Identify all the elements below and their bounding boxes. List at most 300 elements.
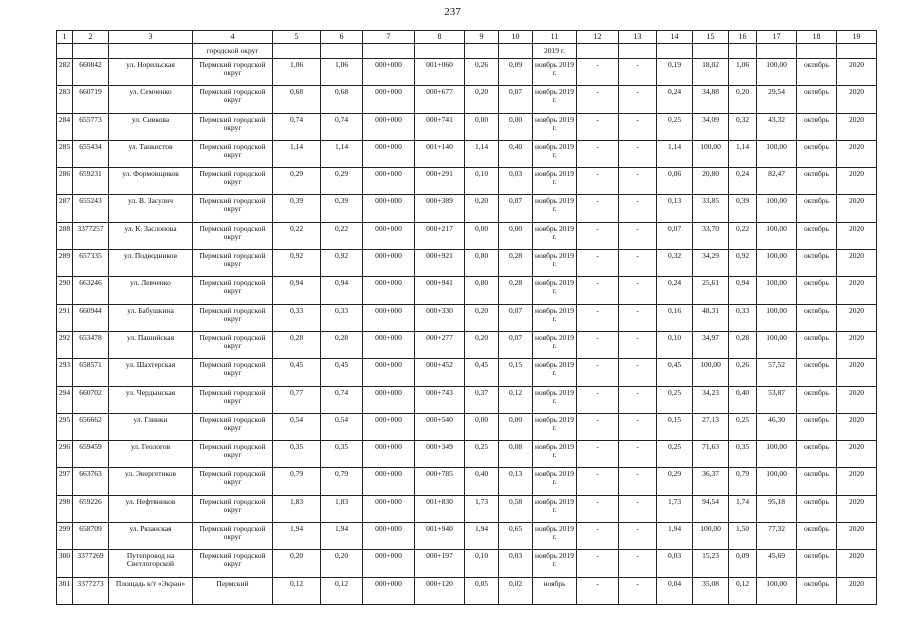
table-cell: 000+000 bbox=[363, 468, 415, 495]
table-cell: 77,32 bbox=[757, 523, 797, 550]
table-cell: 71,63 bbox=[693, 441, 729, 468]
table-cell: ноябрь 2019 г. bbox=[533, 495, 577, 522]
table-cell: 000+197 bbox=[415, 550, 465, 577]
table-cell: 000+540 bbox=[415, 413, 465, 440]
table-cell: 0,12 bbox=[499, 386, 533, 413]
table-cell: ноябрь 2019 г. bbox=[533, 359, 577, 386]
table-cell: 29,54 bbox=[757, 86, 797, 113]
table-cell: 656662 bbox=[73, 413, 109, 440]
table-cell: 658709 bbox=[73, 523, 109, 550]
table-cell: 2020 bbox=[837, 386, 877, 413]
table-cell: 3377269 bbox=[73, 550, 109, 577]
table-cell: 000+000 bbox=[363, 59, 415, 86]
table-cell: 657335 bbox=[73, 250, 109, 277]
table-cell: октябрь bbox=[797, 577, 837, 604]
table-cell: 0,25 bbox=[465, 441, 499, 468]
table-cell: 000+000 bbox=[363, 304, 415, 331]
table-cell: ул. Пашийская bbox=[109, 331, 193, 358]
table-cell: 0,15 bbox=[657, 413, 693, 440]
table-cell: 0,28 bbox=[729, 331, 757, 358]
table-cell: - bbox=[577, 222, 619, 249]
table-cell: 0,20 bbox=[729, 86, 757, 113]
table-cell: ул. Сивкова bbox=[109, 113, 193, 140]
table-cell: - bbox=[619, 59, 657, 86]
table-cell: - bbox=[577, 577, 619, 604]
table-cell: 57,52 bbox=[757, 359, 797, 386]
table-cell: 0,00 bbox=[465, 222, 499, 249]
table-cell: 0,22 bbox=[729, 222, 757, 249]
table-cell: 0,12 bbox=[321, 577, 363, 604]
table-cell: 0,35 bbox=[729, 441, 757, 468]
table-cell: 0,26 bbox=[729, 359, 757, 386]
table-cell: 1,14 bbox=[657, 140, 693, 167]
table-cell: 000+452 bbox=[415, 359, 465, 386]
table-cell: 000+000 bbox=[363, 359, 415, 386]
table-cell: 0,22 bbox=[321, 222, 363, 249]
table-cell: 34,29 bbox=[693, 250, 729, 277]
table-cell: 000+677 bbox=[415, 86, 465, 113]
table-cell: Пермский городской округ bbox=[193, 468, 273, 495]
table-cell bbox=[499, 44, 533, 59]
table-cell: 000+349 bbox=[415, 441, 465, 468]
table-row bbox=[57, 468, 877, 495]
table-cell: 2020 bbox=[837, 304, 877, 331]
table-cell: 1,73 bbox=[465, 495, 499, 522]
table-cell: - bbox=[577, 86, 619, 113]
table-cell: 000+000 bbox=[363, 195, 415, 222]
table-cell: ул. Глинки bbox=[109, 413, 193, 440]
table-cell: 653478 bbox=[73, 331, 109, 358]
table-row bbox=[57, 304, 877, 331]
table-cell: - bbox=[619, 113, 657, 140]
table-cell: 0,04 bbox=[657, 577, 693, 604]
table-cell: 298 bbox=[57, 495, 73, 522]
table-cell: 0,29 bbox=[657, 468, 693, 495]
table-cell: 2020 bbox=[837, 195, 877, 222]
table-cell: 34,88 bbox=[693, 86, 729, 113]
table-cell: ноябрь 2019 г. bbox=[533, 550, 577, 577]
table-cell: 658571 bbox=[73, 359, 109, 386]
table-row bbox=[57, 577, 877, 604]
table-cell: 0,40 bbox=[729, 386, 757, 413]
table-cell: октябрь bbox=[797, 468, 837, 495]
table-cell: - bbox=[619, 359, 657, 386]
table-cell: 2020 bbox=[837, 359, 877, 386]
table-cell: Пермский городской округ bbox=[193, 277, 273, 304]
table-cell: 0,28 bbox=[499, 277, 533, 304]
page-number: 237 bbox=[444, 6, 461, 18]
table-row bbox=[57, 277, 877, 304]
table-cell: 292 bbox=[57, 331, 73, 358]
table-cell: ул. Геологов bbox=[109, 441, 193, 468]
table-cell: ноябрь 2019 г. bbox=[533, 195, 577, 222]
table-cell: - bbox=[619, 250, 657, 277]
table-cell: октябрь bbox=[797, 386, 837, 413]
column-number: 16 bbox=[729, 31, 757, 44]
table-cell bbox=[415, 44, 465, 59]
table-cell: - bbox=[577, 59, 619, 86]
table-cell: 0,10 bbox=[465, 550, 499, 577]
table-cell: Пермский bbox=[193, 577, 273, 604]
table-cell: ул. Танкистов bbox=[109, 140, 193, 167]
table-cell: 0,22 bbox=[273, 222, 321, 249]
table-cell: ноябрь 2019 г. bbox=[533, 222, 577, 249]
table-cell: 46,30 bbox=[757, 413, 797, 440]
table-cell: 0,68 bbox=[321, 86, 363, 113]
table-cell: Пермский городской округ bbox=[193, 386, 273, 413]
table-cell: 0,35 bbox=[273, 441, 321, 468]
table-cell: 0,74 bbox=[273, 113, 321, 140]
table-cell: 0,94 bbox=[729, 277, 757, 304]
table-cell: ноябрь 2019 г. bbox=[533, 304, 577, 331]
table-cell: ул. Нефтяников bbox=[109, 495, 193, 522]
table-cell: 95,18 bbox=[757, 495, 797, 522]
table-cell: Площадь к/т «Экран» bbox=[109, 577, 193, 604]
table-cell: 299 bbox=[57, 523, 73, 550]
table-cell: 33,70 bbox=[693, 222, 729, 249]
table-cell: 1,14 bbox=[321, 140, 363, 167]
table-cell bbox=[619, 44, 657, 59]
table-cell: 1,83 bbox=[321, 495, 363, 522]
table-cell: 660842 bbox=[73, 59, 109, 86]
table-cell: ул. Энергетиков bbox=[109, 468, 193, 495]
table-cell: Пермский городской округ bbox=[193, 523, 273, 550]
column-number: 3 bbox=[109, 31, 193, 44]
table-cell: 2020 bbox=[837, 523, 877, 550]
column-number: 13 bbox=[619, 31, 657, 44]
table-cell: 0,00 bbox=[499, 113, 533, 140]
table-cell: - bbox=[619, 523, 657, 550]
table-cell: 663763 bbox=[73, 468, 109, 495]
table-cell: октябрь bbox=[797, 222, 837, 249]
table-cell: 000+120 bbox=[415, 577, 465, 604]
table-row bbox=[57, 359, 877, 386]
table-cell: 0,54 bbox=[321, 413, 363, 440]
table-cell: - bbox=[577, 304, 619, 331]
table-cell: октябрь bbox=[797, 523, 837, 550]
table-cell: 0,94 bbox=[273, 277, 321, 304]
table-cell: 18,02 bbox=[693, 59, 729, 86]
table-row bbox=[57, 250, 877, 277]
table-cell: 0,45 bbox=[273, 359, 321, 386]
table-cell: октябрь bbox=[797, 140, 837, 167]
table-cell: 0,20 bbox=[465, 195, 499, 222]
table-cell: ул. В. Засулич bbox=[109, 195, 193, 222]
table-cell: 659231 bbox=[73, 168, 109, 195]
table-cell: - bbox=[577, 113, 619, 140]
table-cell: 100,00 bbox=[757, 468, 797, 495]
table-cell: ноябрь 2019 г. bbox=[533, 168, 577, 195]
table-cell: 0,39 bbox=[321, 195, 363, 222]
table-cell: 34,97 bbox=[693, 331, 729, 358]
table-cell: 0,33 bbox=[729, 304, 757, 331]
table-cell: ул. Чердынская bbox=[109, 386, 193, 413]
table-cell: 0,00 bbox=[465, 413, 499, 440]
table-cell: Пермский городской округ bbox=[193, 250, 273, 277]
column-number: 8 bbox=[415, 31, 465, 44]
table-cell: 0,26 bbox=[465, 59, 499, 86]
table-cell: 0,74 bbox=[321, 113, 363, 140]
table-cell bbox=[273, 44, 321, 59]
table-cell: 000+000 bbox=[363, 331, 415, 358]
table-cell: ноябрь 2019 г. bbox=[533, 468, 577, 495]
table-cell: 0,00 bbox=[499, 222, 533, 249]
table-cell: 0,80 bbox=[465, 277, 499, 304]
table-cell: 000+743 bbox=[415, 386, 465, 413]
table-cell: 000+000 bbox=[363, 277, 415, 304]
table-cell: 43,32 bbox=[757, 113, 797, 140]
column-number: 19 bbox=[837, 31, 877, 44]
table-cell: 000+000 bbox=[363, 495, 415, 522]
table-row bbox=[57, 523, 877, 550]
table-cell: - bbox=[619, 331, 657, 358]
table-cell: 0,80 bbox=[465, 250, 499, 277]
table-cell: 000+000 bbox=[363, 140, 415, 167]
table-cell: 45,69 bbox=[757, 550, 797, 577]
table-cell: - bbox=[577, 523, 619, 550]
table-cell: ноябрь 2019 г. bbox=[533, 113, 577, 140]
table-cell: ул. К. Заслонова bbox=[109, 222, 193, 249]
table-row bbox=[57, 495, 877, 522]
table-cell: 663246 bbox=[73, 277, 109, 304]
table-cell: 000+291 bbox=[415, 168, 465, 195]
table-cell: Пермский городской округ bbox=[193, 495, 273, 522]
table-cell bbox=[73, 44, 109, 59]
table-cell: 0,54 bbox=[273, 413, 321, 440]
table-row bbox=[57, 441, 877, 468]
table-cell: 001+830 bbox=[415, 495, 465, 522]
table-cell: 000+000 bbox=[363, 86, 415, 113]
table-cell: 2020 bbox=[837, 550, 877, 577]
table-cell: - bbox=[619, 413, 657, 440]
table-cell: - bbox=[577, 168, 619, 195]
table-cell: 2020 bbox=[837, 59, 877, 86]
table-cell: 0,39 bbox=[273, 195, 321, 222]
table-cell: 0,03 bbox=[499, 168, 533, 195]
table-cell: 94,54 bbox=[693, 495, 729, 522]
table-row bbox=[57, 550, 877, 577]
table-cell: 0,03 bbox=[657, 550, 693, 577]
table-cell: 2020 bbox=[837, 331, 877, 358]
table-cell: 27,13 bbox=[693, 413, 729, 440]
table-cell: 2020 bbox=[837, 250, 877, 277]
table-cell: 0,32 bbox=[729, 113, 757, 140]
column-number: 10 bbox=[499, 31, 533, 44]
table-cell: ул. Рязанская bbox=[109, 523, 193, 550]
table-cell: 293 bbox=[57, 359, 73, 386]
table-cell: ул. Подводников bbox=[109, 250, 193, 277]
table-cell: - bbox=[619, 277, 657, 304]
table-cell: 100,00 bbox=[757, 195, 797, 222]
table-cell: - bbox=[619, 495, 657, 522]
table-row bbox=[57, 386, 877, 413]
table-cell: 000+000 bbox=[363, 577, 415, 604]
table-cell: 0,20 bbox=[465, 331, 499, 358]
table-cell: ноябрь 2019 г. bbox=[533, 250, 577, 277]
table-cell: 0,07 bbox=[499, 331, 533, 358]
table-cell: 0,16 bbox=[657, 304, 693, 331]
table-cell: 0,35 bbox=[321, 441, 363, 468]
table-cell: 0,79 bbox=[273, 468, 321, 495]
column-number: 2 bbox=[73, 31, 109, 44]
table-cell: 0,12 bbox=[273, 577, 321, 604]
table-row bbox=[57, 140, 877, 167]
table-cell: 0,79 bbox=[729, 468, 757, 495]
table-cell: 0,68 bbox=[273, 86, 321, 113]
table-cell: Пермский городской округ bbox=[193, 222, 273, 249]
table-cell: Пермский городской округ bbox=[193, 550, 273, 577]
table-cell: ноябрь 2019 г. bbox=[533, 413, 577, 440]
table-cell: - bbox=[577, 359, 619, 386]
table-cell: 285 bbox=[57, 140, 73, 167]
table-cell: 0,77 bbox=[273, 386, 321, 413]
table-cell: 100,00 bbox=[757, 140, 797, 167]
table-cell: 0,92 bbox=[729, 250, 757, 277]
table-cell: 297 bbox=[57, 468, 73, 495]
table-cell: 100,00 bbox=[757, 304, 797, 331]
table-cell: 2020 bbox=[837, 113, 877, 140]
table-cell: ул. Семченко bbox=[109, 86, 193, 113]
table-cell bbox=[837, 44, 877, 59]
table-cell: 655243 bbox=[73, 195, 109, 222]
column-number: 4 bbox=[193, 31, 273, 44]
table-cell: 655773 bbox=[73, 113, 109, 140]
table-row bbox=[57, 86, 877, 113]
table-cell: 53,87 bbox=[757, 386, 797, 413]
table-cell: 1,94 bbox=[321, 523, 363, 550]
table-cell: 291 bbox=[57, 304, 73, 331]
table-cell: Пермский городской округ bbox=[193, 168, 273, 195]
table-row bbox=[57, 113, 877, 140]
table-cell: 0,79 bbox=[321, 468, 363, 495]
table-cell: 0,02 bbox=[499, 577, 533, 604]
table-cell: 000+921 bbox=[415, 250, 465, 277]
table-cell: - bbox=[619, 441, 657, 468]
table-cell: 0,40 bbox=[465, 468, 499, 495]
table-cell: Пермский городской округ bbox=[193, 113, 273, 140]
table-cell: ноябрь bbox=[533, 577, 577, 604]
table-cell: 0,13 bbox=[499, 468, 533, 495]
table-cell: 000+389 bbox=[415, 195, 465, 222]
table-cell: 100,00 bbox=[757, 277, 797, 304]
table-cell: 286 bbox=[57, 168, 73, 195]
table-cell: 001+940 bbox=[415, 523, 465, 550]
table-cell: Пермский городской округ bbox=[193, 59, 273, 86]
table-cell: 25,61 bbox=[693, 277, 729, 304]
table-cell: 295 bbox=[57, 413, 73, 440]
table-cell: 2020 bbox=[837, 168, 877, 195]
table-cell: 2020 bbox=[837, 468, 877, 495]
table-cell bbox=[363, 44, 415, 59]
table-cell: городской округ bbox=[193, 44, 273, 59]
table-cell: ноябрь 2019 г. bbox=[533, 441, 577, 468]
table-cell: октябрь bbox=[797, 413, 837, 440]
table-cell: 0,92 bbox=[273, 250, 321, 277]
table-cell: 0,28 bbox=[499, 250, 533, 277]
table-cell: 0,45 bbox=[657, 359, 693, 386]
table-row bbox=[57, 222, 877, 249]
table-cell: 100,00 bbox=[693, 359, 729, 386]
table-cell: - bbox=[619, 550, 657, 577]
table-cell: ул. Бабушкина bbox=[109, 304, 193, 331]
table-cell: 2020 bbox=[837, 413, 877, 440]
table-cell: 0,24 bbox=[729, 168, 757, 195]
column-number: 18 bbox=[797, 31, 837, 44]
table-cell: 1,14 bbox=[729, 140, 757, 167]
table-cell bbox=[657, 44, 693, 59]
table-cell: октябрь bbox=[797, 359, 837, 386]
table-cell: 2020 bbox=[837, 277, 877, 304]
table-cell: 1,94 bbox=[273, 523, 321, 550]
table-cell: ул. Формовщиков bbox=[109, 168, 193, 195]
table-cell: ул. Шахтерская bbox=[109, 359, 193, 386]
table-cell: 290 bbox=[57, 277, 73, 304]
table-cell: 35,08 bbox=[693, 577, 729, 604]
table-cell: 0,10 bbox=[465, 168, 499, 195]
table-cell: октябрь bbox=[797, 113, 837, 140]
table-cell: - bbox=[577, 277, 619, 304]
table-cell: 300 bbox=[57, 550, 73, 577]
table-cell: Путепровод на Светлогорской bbox=[109, 550, 193, 577]
table-cell: 0,65 bbox=[499, 523, 533, 550]
table-cell: октябрь bbox=[797, 495, 837, 522]
table-cell: октябрь bbox=[797, 277, 837, 304]
table-cell: Пермский городской округ bbox=[193, 441, 273, 468]
column-number: 7 bbox=[363, 31, 415, 44]
table-cell: - bbox=[619, 222, 657, 249]
table-cell: Пермский городской округ bbox=[193, 140, 273, 167]
table-row bbox=[57, 168, 877, 195]
table-cell: 660719 bbox=[73, 86, 109, 113]
table-cell: 0,06 bbox=[657, 168, 693, 195]
table-cell: 0,92 bbox=[321, 250, 363, 277]
table-cell: 0,03 bbox=[499, 550, 533, 577]
table-cell bbox=[757, 44, 797, 59]
table-cell: 0,25 bbox=[657, 113, 693, 140]
table-cell bbox=[577, 44, 619, 59]
table-cell: 1,06 bbox=[273, 59, 321, 86]
table-cell: октябрь bbox=[797, 59, 837, 86]
table-cell: ноябрь 2019 г. bbox=[533, 140, 577, 167]
table-cell: - bbox=[619, 468, 657, 495]
table-cell bbox=[797, 44, 837, 59]
table-cell: 000+000 bbox=[363, 550, 415, 577]
table-cell: 0,20 bbox=[465, 304, 499, 331]
table-cell: 283 bbox=[57, 86, 73, 113]
table-cell: 0,10 bbox=[657, 331, 693, 358]
table-cell: 100,00 bbox=[693, 523, 729, 550]
table-cell: 48,31 bbox=[693, 304, 729, 331]
table-cell: 100,00 bbox=[693, 140, 729, 167]
table-cell: 287 bbox=[57, 195, 73, 222]
table-cell: 282 bbox=[57, 59, 73, 86]
table-cell: 0,29 bbox=[273, 168, 321, 195]
table-cell: 000+330 bbox=[415, 304, 465, 331]
table-row bbox=[57, 413, 877, 440]
table-cell: 000+741 bbox=[415, 113, 465, 140]
table-cell: 0,07 bbox=[499, 86, 533, 113]
table-cell: 33,85 bbox=[693, 195, 729, 222]
table-cell: 36,37 bbox=[693, 468, 729, 495]
table-cell: Пермский городской округ bbox=[193, 359, 273, 386]
table-cell: 0,58 bbox=[499, 495, 533, 522]
table-cell: 2020 bbox=[837, 140, 877, 167]
table-cell: октябрь bbox=[797, 550, 837, 577]
table-cell: 284 bbox=[57, 113, 73, 140]
table-cell: 000+000 bbox=[363, 113, 415, 140]
table-cell: - bbox=[577, 441, 619, 468]
table-cell: 660702 bbox=[73, 386, 109, 413]
